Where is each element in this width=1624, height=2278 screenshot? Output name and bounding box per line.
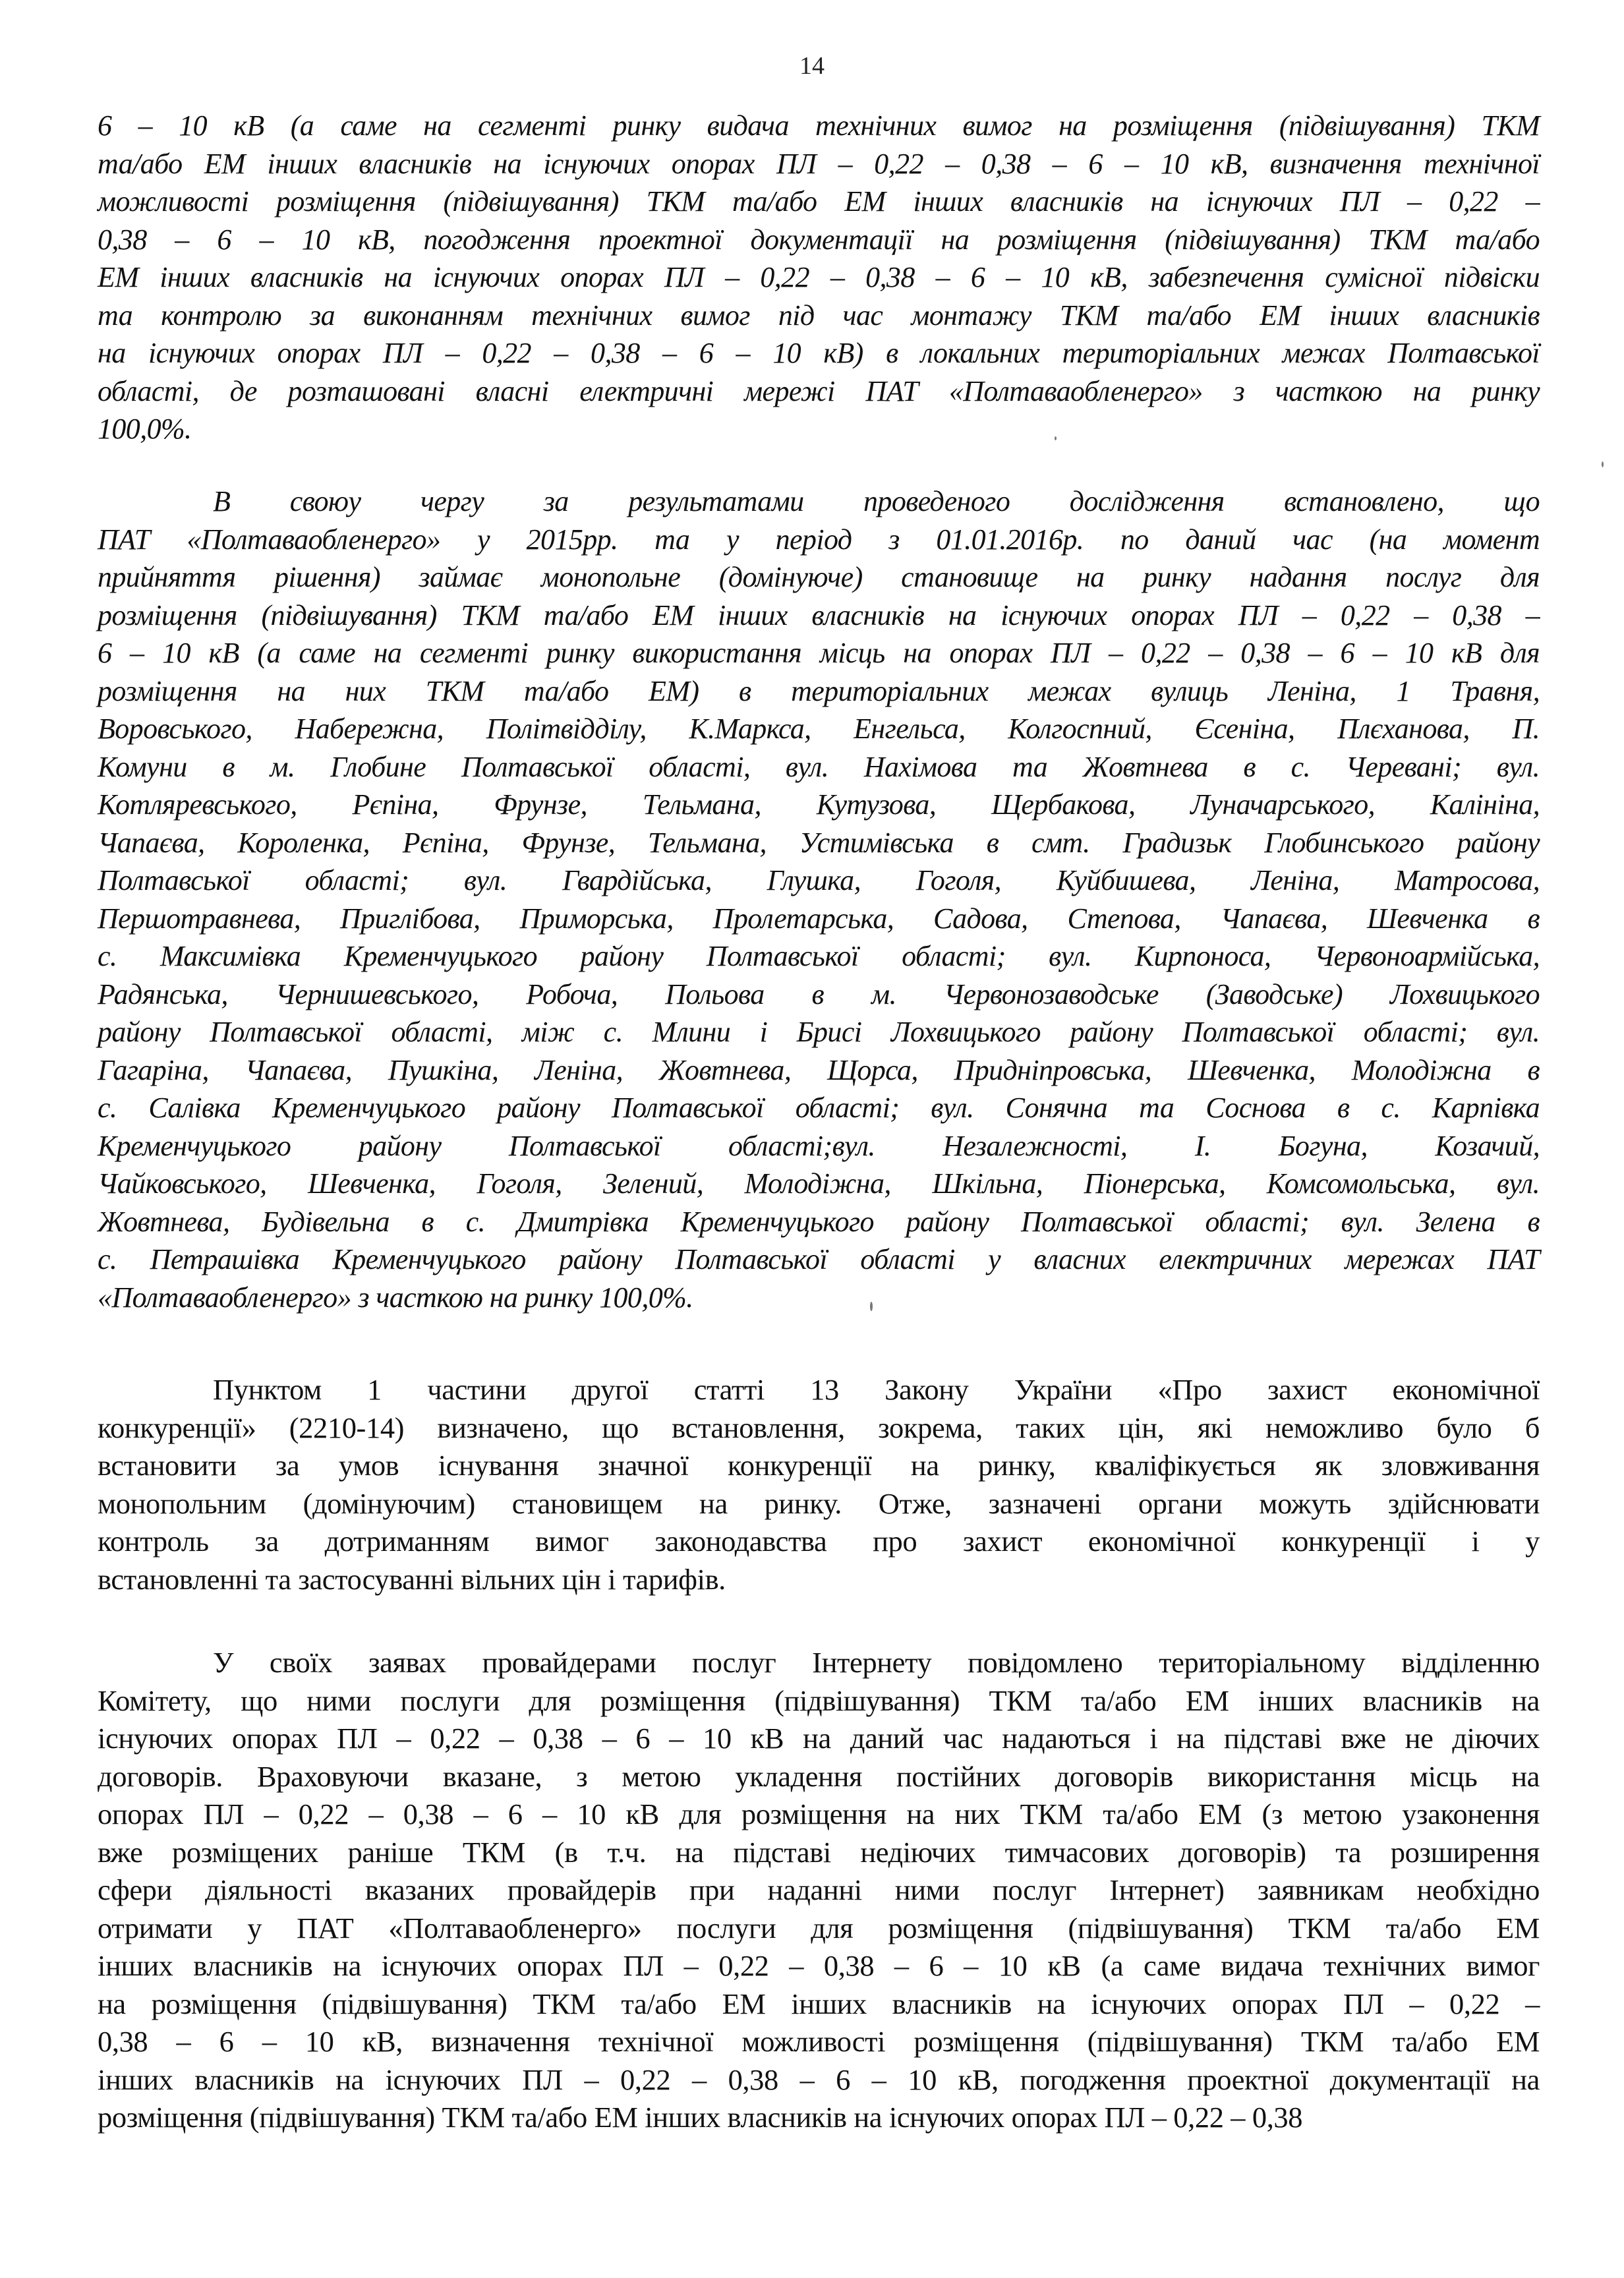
- text-line: У своїх заявах провайдерами послуг Інтернету повідомлено територіальному відділенню: [213, 1646, 1540, 1679]
- text-line: «Полтаваобленерго» з часткою на ринку 100,0%.: [98, 1281, 693, 1314]
- text-line: розміщення на них ТКМ та/або ЕМ) в територіальних межах вулиць Леніна, 1 Травня,: [98, 674, 1540, 707]
- text-line: Радянська, Чернишевського, Робоча, Польова в м. Червонозаводське (Заводське) Лохвицького: [98, 978, 1540, 1010]
- text-line: Воровського, Набережна, Політвідділу, К.Маркса, Енгельса, Колгоспний, Єсеніна, Плєханова, П.: [98, 713, 1540, 745]
- text-line: конкуренції» (2210-14) визначено, що встановлення, зокрема, таких цін, які неможливо було б: [98, 1411, 1540, 1444]
- text-line: сфери діяльності вказаних провайдерів при наданні ними послуг Інтернет) заявникам необхідно: [98, 1873, 1540, 1906]
- text-line: району Полтавської області, між с. Млини і Брисі Лохвицького району Полтавської області; вул.: [98, 1016, 1540, 1048]
- text-line: Жовтнева, Будівельна в с. Дмитрівка Кременчуцького району Полтавської області; вул. Зелена в: [98, 1205, 1540, 1238]
- text-line: прийняття рішення) займає монопольне (домінуюче) становище на ринку надання послуг для: [98, 561, 1540, 593]
- text-line: Комітету, що ними послуги для розміщення (підвішування) ТКМ та/або ЕМ інших власників на: [98, 1683, 1540, 1717]
- text-line: Полтавської області; вул. Гвардійська, Глушка, Гоголя, Куйбишева, Леніна, Матросова,: [98, 864, 1540, 896]
- text-line: 0,38 – 6 – 10 кВ, визначення технічної можливості розміщення (підвішування) ТКМ та/або ЕМ: [98, 2025, 1540, 2058]
- text-line: 0,38 – 6 – 10 кВ, погодження проектної документації на розміщення (підвішування) ТКМ та/або: [98, 223, 1540, 256]
- text-line: області, де розташовані власні електричні мережі ПАТ «Полтаваобленерго» з часткою на ринку: [98, 374, 1540, 407]
- text-line: Кременчуцького району Полтавської області;вул. Незалежності, І. Богуна, Козачий,: [98, 1129, 1540, 1162]
- text-line: отримати у ПАТ «Полтаваобленерго» послуги для розміщення (підвішування) ТКМ та/або ЕМ: [98, 1911, 1540, 1944]
- text-line: монопольним (домінуючим) становищем на ринку. Отже, зазначені органи можуть здійснювати: [98, 1486, 1540, 1520]
- text-line: ПАТ «Полтаваобленерго» у 2015рр. та у період з 01.01.2016р. по даний час (на момент: [98, 523, 1540, 556]
- text-line: опорах ПЛ – 0,22 – 0,38 – 6 – 10 кВ для розміщення на них ТКМ та/або ЕМ (з метою узаконення: [98, 1797, 1540, 1830]
- text-line: В своюу чергу за результатами проведеного дослідження встановлено, що: [213, 485, 1540, 517]
- text-line: розміщення (підвішування) ТКМ та/або ЕМ інших власників на існуючих опорах ПЛ – 0,22 – 0,38: [98, 2101, 1303, 2134]
- paragraph-monopoly-finding: [98, 482, 1540, 1316]
- text-line: та контролю за виконанням технічних вимог під час монтажу ТКМ та/або ЕМ інших власників: [98, 299, 1540, 332]
- paragraph-law-reference: [98, 1371, 1540, 1598]
- text-line: встановити за умов існування значної конкуренції на ринку, кваліфікується як зловживання: [98, 1449, 1540, 1482]
- text-line: Пунктом 1 частини другої статті 13 Закону України «Про захист економічної: [213, 1373, 1540, 1406]
- text-line: інших власників на існуючих ПЛ – 0,22 – 0,38 – 6 – 10 кВ, погодження проектної документації на: [98, 2062, 1540, 2096]
- text-line: на розміщення (підвішування) ТКМ та/або ЕМ інших власників на існуючих опорах ПЛ – 0,22 –: [98, 1987, 1540, 2020]
- text-line: контроль за дотриманням вимог законодавства про захист економічної конкуренції і у: [98, 1525, 1540, 1558]
- text-line: інших власників на існуючих опорах ПЛ – 0,22 – 0,38 – 6 – 10 кВ (а саме видача технічних вимог: [98, 1949, 1540, 1982]
- text-line: можливості розміщення (підвішування) ТКМ та/або ЕМ інших власників на існуючих ПЛ – 0,22 –: [98, 185, 1540, 218]
- text-line: існуючих опорах ПЛ – 0,22 – 0,38 – 6 – 10 кВ на даний час надаються і на підставі вже не діючих: [98, 1722, 1540, 1755]
- text-line: договорів. Враховуючи вказане, з метою укладення постійних договорів використання місць на: [98, 1759, 1540, 1793]
- text-line: с. Максимівка Кременчуцького району Полтавської області; вул. Кирпоноса, Червоноармійська,: [98, 940, 1540, 972]
- text-line: 6 – 10 кВ (а саме на сегменті ринку використання місць на опорах ПЛ – 0,22 – 0,38 – 6 – 10 кВ для: [98, 637, 1540, 669]
- paragraph-provider-statements: [98, 1644, 1540, 2137]
- text-line: вже розміщених раніше ТКМ (в т.ч. на підставі недіючих тимчасових договорів) та розширення: [98, 1835, 1540, 1869]
- text-line: розміщення (підвішування) ТКМ та/або ЕМ інших власників на існуючих опорах ПЛ – 0,22 – 0,38 –: [98, 599, 1540, 631]
- scan-speck: [1602, 461, 1604, 467]
- text-line: 6 – 10 кВ (а саме на сегменті ринку видача технічних вимог на розміщення (підвішування) ТКМ: [98, 109, 1540, 142]
- text-line: встановленні та застосуванні вільних цін і тарифів.: [98, 1562, 726, 1596]
- text-line: Комуни в м. Глобине Полтавської області, вул. Нахімова та Жовтнева в с. Черевані; вул.: [98, 750, 1540, 783]
- paragraph-continuation: [98, 107, 1540, 448]
- text-line: Котляревського, Рєпіна, Фрунзе, Тельмана, Кутузова, Щербакова, Луначарського, Калініна,: [98, 788, 1540, 821]
- text-line: ЕМ інших власників на існуючих опорах ПЛ – 0,22 – 0,38 – 6 – 10 кВ, забезпечення сумісної підвіски: [98, 261, 1540, 293]
- scan-speck: [1055, 436, 1057, 440]
- text-line: на існуючих опорах ПЛ – 0,22 – 0,38 – 6 – 10 кВ) в локальних територіальних межах Полтавської: [98, 337, 1540, 369]
- text-line: 100,0%.: [98, 413, 192, 445]
- scan-speck: [870, 1302, 873, 1311]
- text-line: с. Салівка Кременчуцького району Полтавської області; вул. Сонячна та Соснова в с. Карпівка: [98, 1092, 1540, 1124]
- text-line: Чапаєва, Короленка, Рєпіна, Фрунзе, Тельмана, Устимівська в смт. Градизьк Глобинського району: [98, 826, 1540, 859]
- text-line: та/або ЕМ інших власників на існуючих опорах ПЛ – 0,22 – 0,38 – 6 – 10 кВ, визначення технічної: [98, 147, 1540, 180]
- text-line: с. Петрашівка Кременчуцького району Полтавської області у власних електричних мережах ПАТ: [98, 1243, 1540, 1275]
- text-line: Чайковського, Шевченка, Гоголя, Зелений, Молодіжна, Шкільна, Піонерська, Комсомольська, вул.: [98, 1167, 1540, 1200]
- text-line: Гагаріна, Чапаєва, Пушкіна, Леніна, Жовтнева, Щорса, Придніпровська, Шевченка, Молодіжна в: [98, 1053, 1540, 1086]
- text-line: Першотравнева, Приглібова, Приморська, Пролетарська, Садова, Степова, Чапаєва, Шевченка в: [98, 902, 1540, 935]
- page-number: 14: [799, 52, 825, 80]
